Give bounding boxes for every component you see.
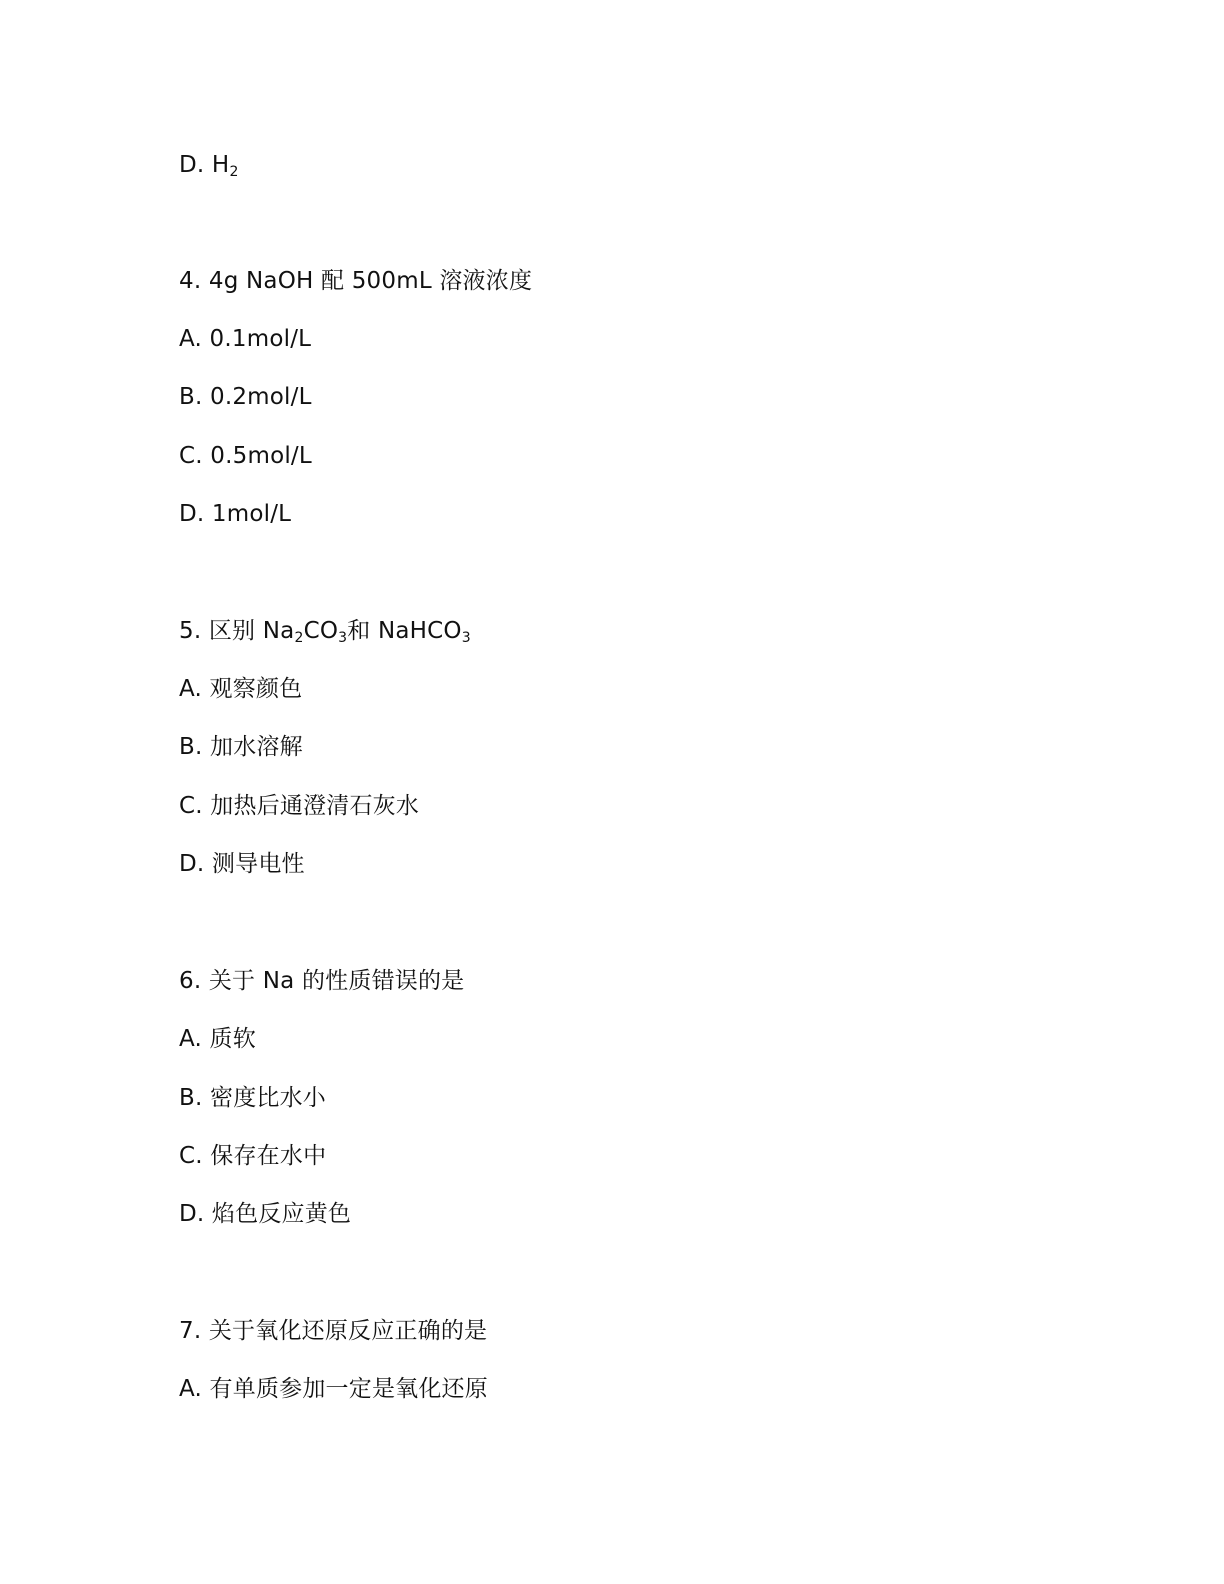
q5-option-b: B. 加水溶解 (179, 734, 303, 760)
q4-option-b: B. 0.2mol/L (179, 384, 312, 410)
q5-option-d: D. 测导电性 (179, 851, 305, 877)
subscript: 2 (229, 164, 239, 180)
q7-option-a: A. 有单质参加一定是氧化还原 (179, 1376, 488, 1402)
q4-stem: 4. 4g NaOH 配 500mL 溶液浓度 (179, 268, 533, 294)
q5-option-a: A. 观察颜色 (179, 676, 303, 702)
q5-stem-text-2: CO (303, 618, 339, 644)
q6-option-a: A. 质软 (179, 1026, 256, 1052)
q6-option-b: B. 密度比水小 (179, 1085, 327, 1111)
q5-stem-text-1: 5. 区别 Na (179, 618, 295, 644)
q4-option-d: D. 1mol/L (179, 501, 292, 527)
q5-option-c: C. 加热后通澄清石灰水 (179, 793, 420, 819)
q4-option-a: A. 0.1mol/L (179, 326, 312, 352)
q5-stem-text-3: 和 NaHCO (347, 618, 462, 644)
q6-option-d: D. 焰色反应黄色 (179, 1201, 352, 1227)
q3-option-d (179, 150, 239, 180)
subscript: 2 (294, 630, 304, 646)
q6-stem: 6. 关于 Na 的性质错误的是 (179, 968, 465, 994)
q6-option-c: C. 保存在水中 (179, 1143, 327, 1169)
q3-option-d-text: D. H (179, 152, 230, 178)
q4-option-c: C. 0.5mol/L (179, 443, 312, 469)
q5-stem (179, 616, 471, 646)
q7-stem: 7. 关于氧化还原反应正确的是 (179, 1318, 488, 1344)
subscript: 3 (461, 630, 471, 646)
subscript: 3 (338, 630, 348, 646)
